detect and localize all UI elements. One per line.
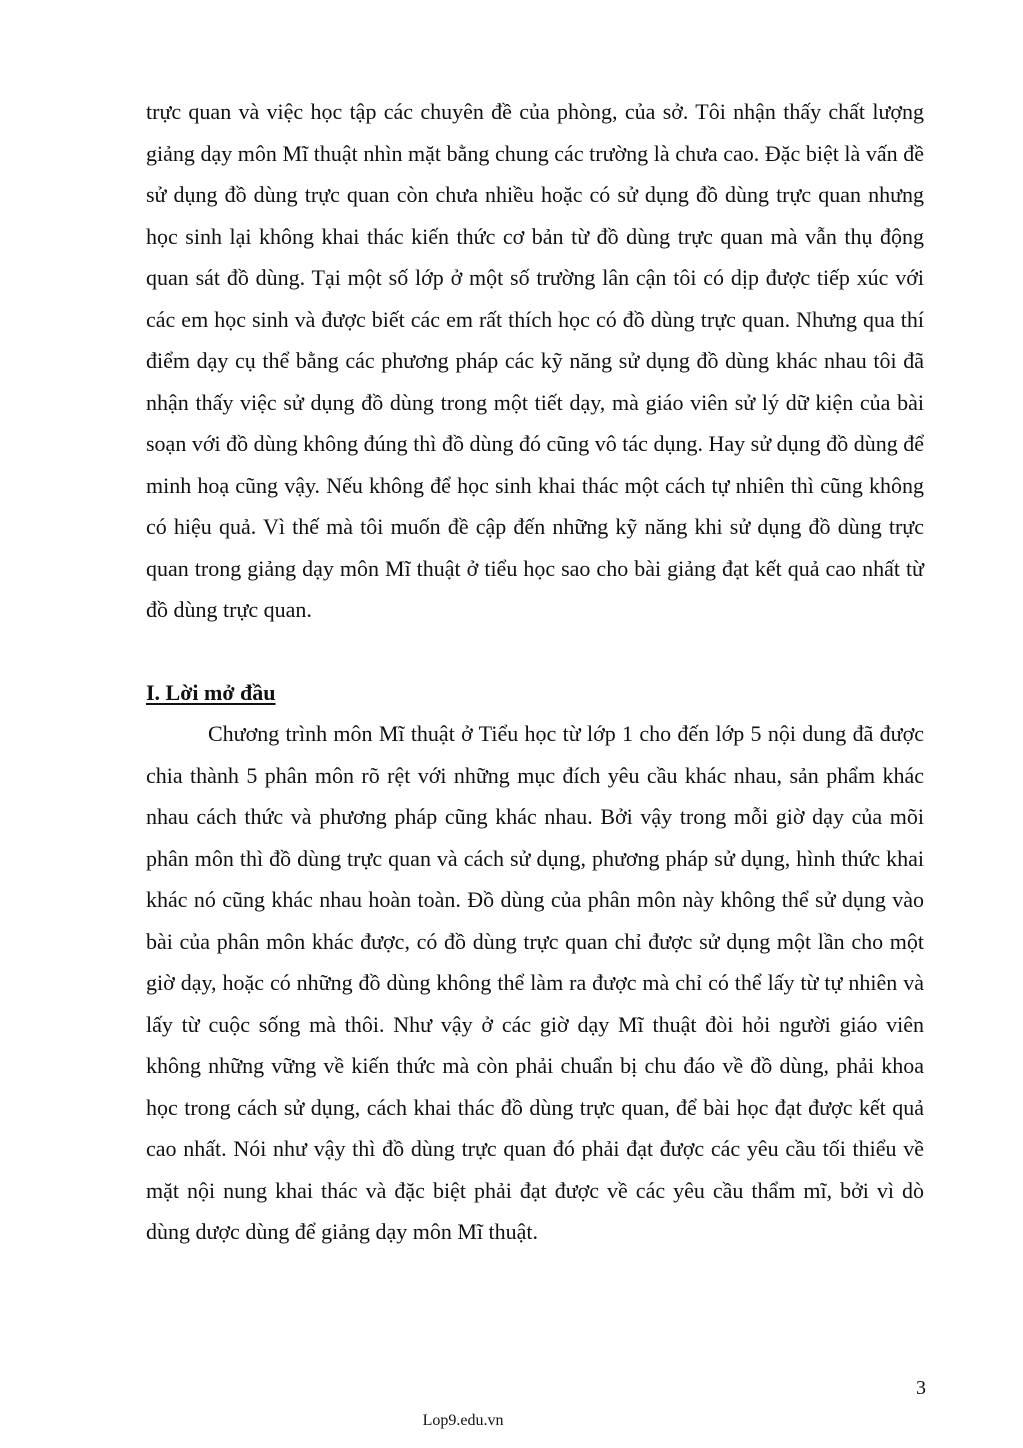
intro-paragraph: trực quan và việc học tập các chuyên đề của phòng, của sở. Tôi nhận thấy chất lượng giảng dạy môn Mĩ thuật nhìn mặt bằng chung các trường là chưa cao. Đặc biệt là vấn đề sử dụng đồ dùng trực quan còn chưa nhiều hoặc có sử dụng đồ dùng trực quan nhưng học sinh lại không khai thác kiến thức cơ bản từ đồ dùng trực quan mà vẫn thụ động quan sát đồ dùng. Tại một số lớp ở một số trường lân cận tôi có dịp được tiếp xúc với các em học sinh và được biết các em rất thích học có đồ dùng trực quan. Nhưng qua thí điểm dạy cụ thể bằng các phương pháp các kỹ năng sử dụng đồ dùng khác nhau tôi đã nhận thấy việc sử dụng đồ dùng trong một tiết dạy, mà giáo viên sử lý dữ kiện của bài soạn với đồ dùng không đúng thì đồ dùng đó cũng vô tác dụng. Hay sử dụng đồ dùng để minh hoạ cũng vậy. Nếu không để học sinh khai thác một cách tự nhiên thì cũng không có hiệu quả. Vì thế mà tôi muốn đề cập đến những kỹ năng khi sử dụng đồ dùng trực quan trong giảng dạy môn Mĩ thuật ở tiểu học sao cho bài giảng đạt kết quả cao nhất từ đồ dùng trực quan. — [146, 99, 924, 622]
section-paragraph: Chương trình môn Mĩ thuật ở Tiểu học từ lớp 1 cho đến lớp 5 nội dung đã được chia thành 5 phân môn rõ rệt với những mục đích yêu cầu khác nhau, sản phẩm khác nhau cách thức và phương pháp cũng khác nhau. Bởi vậy trong mỗi giờ dạy của mõi phân môn thì đồ dùng trực quan và cách sử dụng, phương pháp sử dụng, hình thức khai khác nó cũng khác nhau hoàn toàn. Đồ dùng của phân môn này không thể sử dụng vào bài của phân môn khác được, có đồ dùng trực quan chỉ được sử dụng một lần cho một giờ dạy, hoặc có những đồ dùng không thể làm ra được mà chỉ có thể lấy từ tự nhiên và lấy từ cuộc sống mà thôi. Như vậy ở các giờ dạy Mĩ thuật đòi hỏi người giáo viên không những vững về kiến thức mà còn phải chuẩn bị chu đáo về đồ dùng, phải khoa học trong cách sử dụng, cách khai thác đồ dùng trực quan, để bài học đạt được kết quả cao nhất. Nói như vậy thì đồ dùng trực quan đó phải đạt được các yêu cầu tối thiểu về mặt nội nung khai thác và đặc biệt phải đạt được về các yêu cầu thẩm mĩ, bởi vì dò dùng dược dùng để giảng dạy môn Mĩ thuật. — [146, 721, 924, 1244]
page-content — [146, 91, 924, 1253]
footer-site: Lop9.edu.vn — [422, 1412, 504, 1429]
page-number: 3 — [916, 1377, 926, 1399]
section-heading: I. Lời mở đầu — [146, 679, 276, 705]
